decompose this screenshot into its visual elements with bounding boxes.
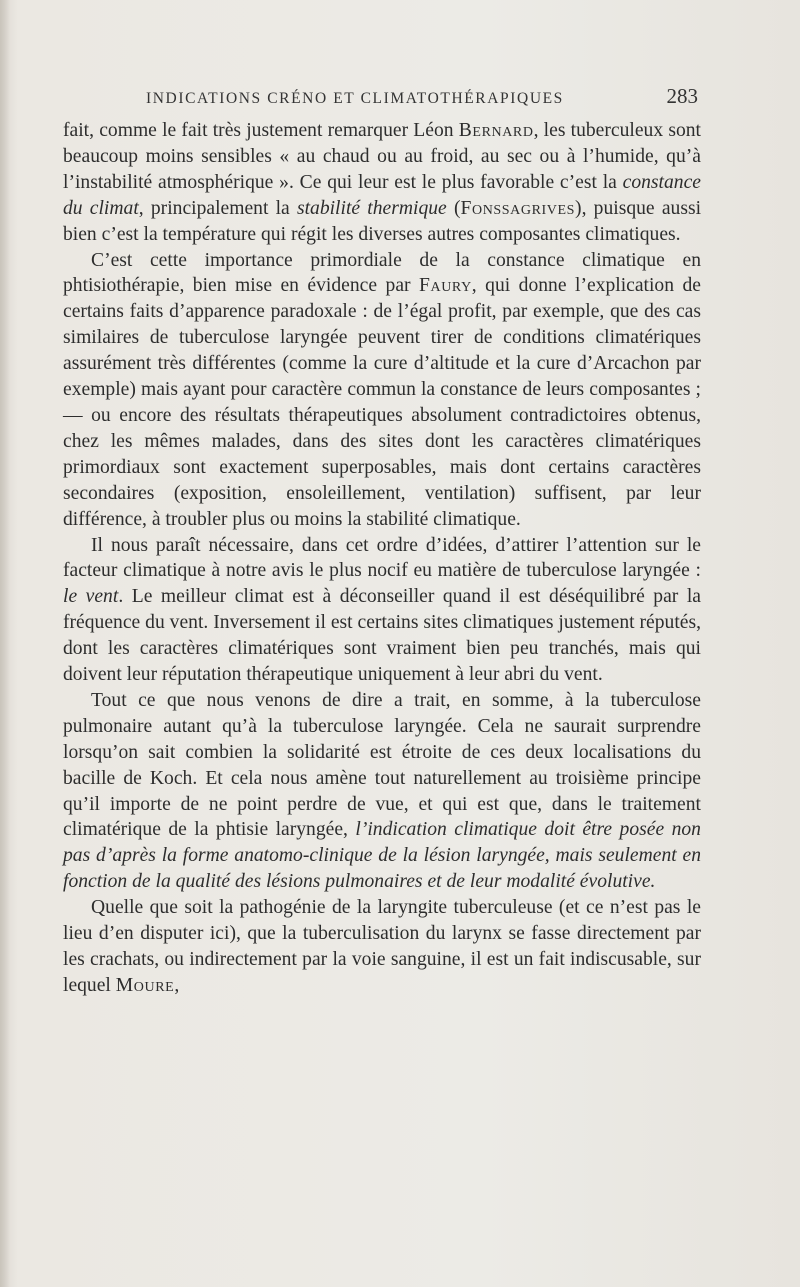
text-run: Il nous paraît nécessaire, dans cet ordre d’idées, d’attirer l’attention sur le facteur climatique à notre avis le plus nocif eu matière de tuberculose laryngée : bbox=[63, 534, 701, 582]
text-run: Quelle que soit la pathogénie de la laryngite tuberculeuse (et ce n’est pas le lieu d’en disputer ici), que la tuberculisation du larynx se fasse directement par les crachats, ou indirectement par la voie sanguine, il est un fait indiscusable, sur lequel bbox=[63, 897, 701, 996]
paragraph-1 bbox=[63, 118, 701, 248]
text-run: fait, comme le fait très justement remarquer Léon bbox=[63, 120, 459, 141]
emphasis-constance-du-climat: constance du climat bbox=[63, 171, 701, 219]
author-name-faury: Faury bbox=[419, 275, 472, 297]
text-run: , les tuberculeux sont beaucoup moins sensibles « au chaud ou au froid, au sec ou à l’humide, qu’à l’instabilité atmosphérique ». Ce qui leur est le plus favorable c’est la bbox=[63, 120, 701, 193]
text-run: ( bbox=[446, 197, 461, 219]
page-number: 283 bbox=[666, 84, 698, 108]
page-body bbox=[63, 118, 701, 999]
paragraph-3 bbox=[63, 533, 701, 688]
text-run: , principalement la bbox=[138, 197, 297, 219]
text-run: , qui donne l’explication de certains faits d’apparence paradoxale : de l’égal profit, par exemple, que des cas similaires de tuberculose laryngée peuvent tirer de conditions climatériques assurément très différentes (comme la cure d’altitude et la cure d’Arcachon par exemple) mais ayant pour caractère commun la constance de leurs composantes ; — ou encore des résultats thérapeutiques absolument contradictoires obtenus, chez les mêmes malades, dans des sites dont les caractères climatériques primordiaux sont exactement superposables, mais dont certains caractères secondaires (exposition, ensoleillement, ventilation) suffisent, par leur différence, à troubler plus ou moins la stabilité climatique. bbox=[63, 275, 701, 530]
text-run: . Le meilleur climat est à déconseiller quand il est déséquilibré par la fréquence du vent. Inversement il est certains sites climatiques justement réputés, dont les caractères climatériques sont vraiment bien peu tranchés, mais qui doivent leur réputation thérapeutique uniquement à leur abri du vent. bbox=[63, 586, 701, 686]
text-run: , bbox=[174, 974, 180, 996]
text-run: ), puisque aussi bien c’est la température qui régit les diverses autres composantes climatiques. bbox=[63, 197, 702, 245]
paragraph-4 bbox=[63, 688, 701, 895]
page-header bbox=[146, 84, 698, 109]
emphasis-stabilite-thermique: stabilité thermique bbox=[296, 197, 447, 219]
page-binding-shadow bbox=[0, 0, 10, 1287]
author-name-moure: Moure bbox=[115, 974, 175, 996]
paragraph-5 bbox=[63, 895, 701, 999]
emphasis-indication-climatique: l’indication climatique doit être posée non pas d’après la forme anatomo-clinique de la lésion laryngée, mais seulement en fonction de la qualité des lésions pulmonaires et de leur modalité évolutive. bbox=[63, 819, 701, 893]
emphasis-le-vent: le vent bbox=[63, 586, 119, 608]
author-name-fonssagrives: Fonssagrives bbox=[460, 197, 576, 219]
author-name-bernard: Bernard bbox=[458, 120, 534, 141]
text-run: C’est cette importance primordiale de la constance climatique en phtisiothérapie, bien mise en évidence par bbox=[63, 249, 701, 297]
paragraph-2 bbox=[63, 248, 701, 533]
text-run: Tout ce que nous venons de dire a trait, en somme, à la tuberculose pulmonaire autant qu’à la tuberculose laryngée. Cela ne saurait surprendre lorsqu’on sait combien la solidarité est étroite de ces deux localisations du bacille de Koch. Et cela nous amène tout naturellement au troisième principe qu’il importe de ne point perdre de vue, et qui est que, dans le traitement climatérique de la phtisie laryngée, bbox=[63, 689, 701, 841]
running-head: INDICATIONS CRÉNO ET CLIMATOTHÉRAPIQUES bbox=[146, 90, 564, 107]
